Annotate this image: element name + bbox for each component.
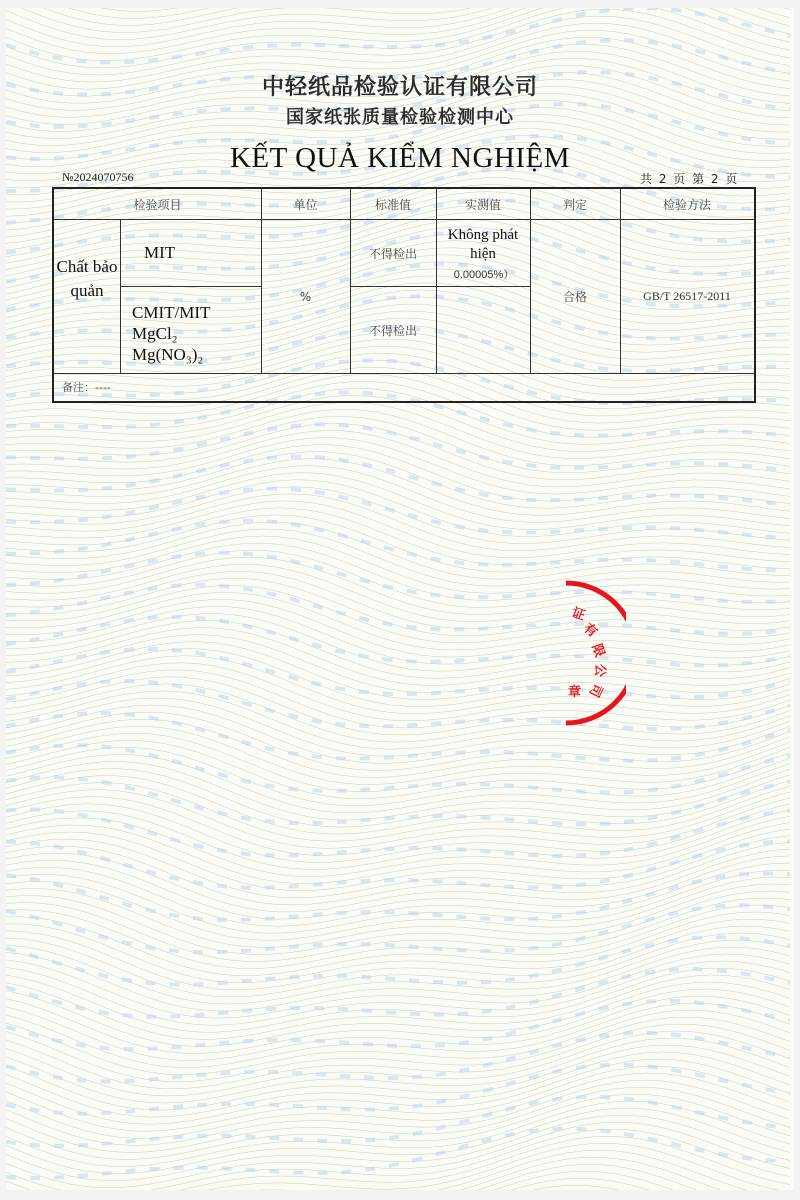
results-table xyxy=(52,187,756,403)
svg-text:证: 证 xyxy=(569,605,587,624)
svg-text:公: 公 xyxy=(591,663,608,678)
col-header-method: 检验方法 xyxy=(662,197,711,212)
col-header-item: 检验项目 xyxy=(133,197,182,212)
item-line: MgCl₂ xyxy=(132,324,178,343)
measured-value-1: Không phát hiện xyxy=(447,227,519,262)
item-line: Mg(NO₃)₂ xyxy=(132,345,204,364)
company-seal-stamp xyxy=(566,578,626,728)
unit-value: % xyxy=(299,289,312,304)
company-name: 中轻纸品检验认证有限公司 xyxy=(261,75,538,100)
item-group-2 xyxy=(132,302,260,365)
col-header-measured: 实测值 xyxy=(464,197,501,212)
center-name: 国家纸张质量检验检测中心 xyxy=(286,107,514,128)
svg-text:司: 司 xyxy=(585,681,605,700)
remarks: 备注：---- xyxy=(62,381,111,394)
col-header-unit: 单位 xyxy=(293,197,318,212)
measured-note-1: 0.00005%） xyxy=(453,269,515,281)
document-title: KẾT QUẢ KIỂM NGHIỆM xyxy=(229,142,570,174)
svg-text:章: 章 xyxy=(568,685,582,700)
item-line: CMIT/MIT xyxy=(132,303,211,322)
method-value: GB/T 26517-2011 xyxy=(643,289,731,303)
verdict-value: 合格 xyxy=(562,290,587,304)
item-mit: MIT xyxy=(144,242,176,262)
group-label: Chất bảo quản xyxy=(56,257,118,300)
svg-text:有: 有 xyxy=(580,620,600,641)
standard-value-2: 不得检出 xyxy=(368,323,417,338)
standard-value-1: 不得检出 xyxy=(368,246,417,261)
report-number: №2024070756 xyxy=(62,170,134,184)
col-header-verdict: 判定 xyxy=(562,197,587,212)
svg-text:限: 限 xyxy=(588,641,607,660)
page-count: 共 2 页 第 2 页 xyxy=(640,172,738,186)
col-header-standard: 标准值 xyxy=(374,197,411,212)
